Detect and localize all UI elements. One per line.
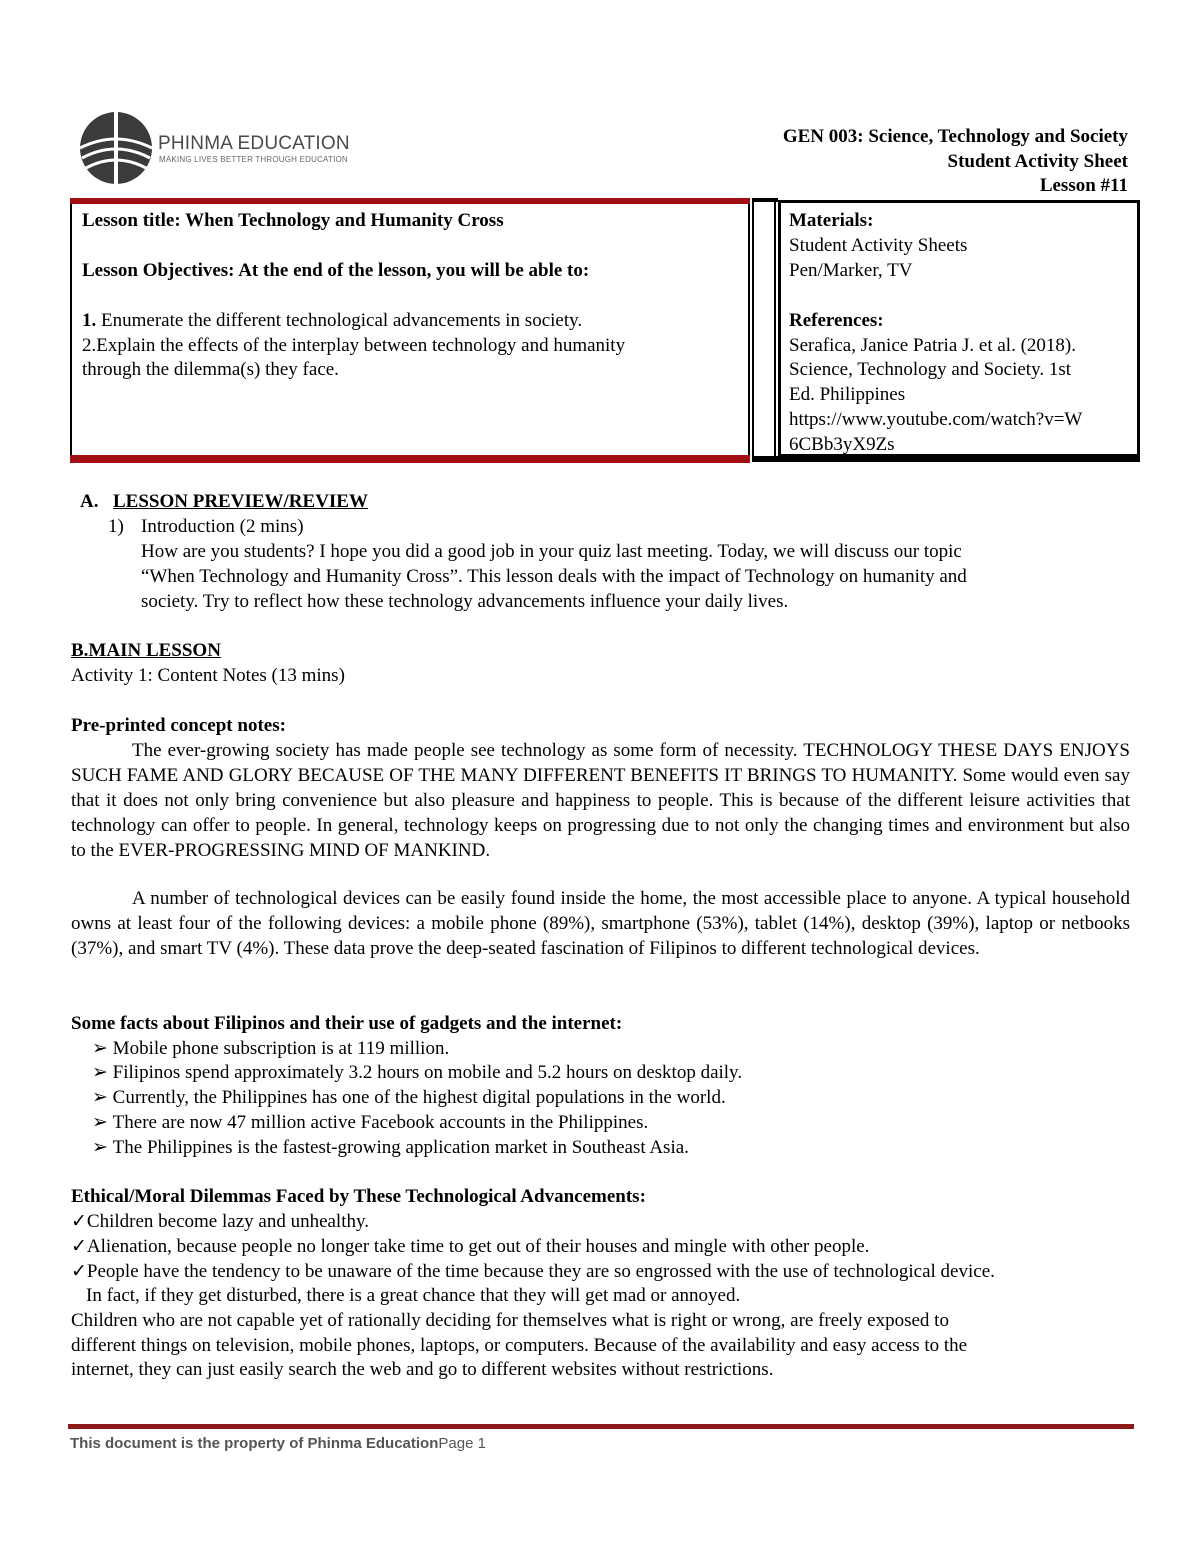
closing-line: Children who are not capable yet of rationally deciding for themselves what is right or wrong, are freely exposed to	[71, 1310, 949, 1331]
phinma-logo-mark	[76, 110, 158, 186]
arrow-bullet-icon: ➢	[92, 1112, 108, 1133]
section-b-heading: B.MAIN LESSON	[71, 640, 221, 661]
section-a-letter: A.	[80, 491, 99, 512]
fact-item	[92, 1135, 689, 1160]
section-a-heading: LESSON PREVIEW/REVIEW	[113, 491, 368, 512]
closing-line: internet, they can just easily search the web and go to different websites without restrictions.	[71, 1359, 774, 1380]
logo-tagline: MAKING LIVES BETTER THROUGH EDUCATION	[159, 155, 348, 164]
fact-text: Mobile phone subscription is at 119 million.	[112, 1038, 450, 1059]
fact-item	[92, 1085, 726, 1110]
fact-text: There are now 47 million active Facebook accounts in the Philippines.	[112, 1112, 649, 1133]
objectives-heading: Lesson Objectives: At the end of the lesson, you will be able to:	[82, 260, 590, 281]
logo-name: PHINMA EDUCATION	[158, 133, 350, 154]
objective-1	[82, 308, 582, 333]
reference-link-cont[interactable]: 6CBb3yX9Zs	[789, 434, 895, 455]
footer	[70, 1435, 486, 1452]
intro-number: 1)	[108, 516, 124, 537]
intro-line: “When Technology and Humanity Cross”. This lesson deals with the impact of Technology on humanity and	[141, 566, 967, 587]
footer-rule	[68, 1424, 1134, 1429]
check-icon: ✓	[71, 1261, 87, 1282]
page-number: Page 1	[438, 1435, 486, 1452]
lesson-box-top-rule	[70, 198, 750, 204]
separator-bottom	[752, 456, 778, 462]
lesson-box-bottom-rule	[70, 455, 750, 463]
dilemma-item	[71, 1234, 869, 1259]
closing-line: different things on television, mobile phones, laptops, or computers. Because of the availability and easy access to the	[71, 1335, 968, 1356]
dilemmas-heading: Ethical/Moral Dilemmas Faced by These Technological Advancements:	[71, 1186, 646, 1207]
fact-text: Currently, the Philippines has one of the highest digital populations in the world.	[112, 1087, 726, 1108]
fact-item	[92, 1060, 742, 1085]
box-separator	[752, 198, 776, 460]
objective-2-line-1: 2.Explain the effects of the interplay between technology and humanity	[82, 335, 626, 356]
arrow-bullet-icon: ➢	[92, 1038, 108, 1059]
dilemma-text: Children become lazy and unhealthy.	[86, 1211, 370, 1232]
activity-title: Activity 1: Content Notes (13 mins)	[71, 665, 345, 686]
sheet-title: Student Activity Sheet	[947, 151, 1128, 172]
material-item: Student Activity Sheets	[789, 235, 968, 256]
lesson-title: Lesson title: When Technology and Humanity Cross	[82, 210, 504, 231]
material-item: Pen/Marker, TV	[789, 260, 913, 281]
objective-1-text: Enumerate the different technological advancements in society.	[96, 310, 583, 331]
check-icon: ✓	[71, 1236, 87, 1257]
footer-text: This document is the property of Phinma Education	[70, 1435, 439, 1452]
intro-line: society. Try to reflect how these technology advancements influence your daily lives.	[141, 591, 789, 612]
materials-heading: Materials:	[789, 210, 874, 231]
dilemma-item	[71, 1209, 369, 1234]
concept-paragraph-1: The ever-growing society has made people see technology as some form of necessity. TECHNOLOGY THESE DAYS ENJOYS SUCH FAME AND GLORY BECAUSE OF THE MANY DIFFERENT BENEFITS IT BRINGS TO HUMANITY. Some would even say that it does not only bring convenience but also pleasure and happiness to people. This is because of the different leisure activities that technology can offer to people. In general, technology keeps on progressing due to not only the changing times and environment but also to the EVER-PROGRESSING MIND OF MANKIND.	[71, 740, 1130, 861]
fact-text: The Philippines is the fastest-growing application market in Southeast Asia.	[112, 1137, 689, 1158]
arrow-bullet-icon: ➢	[92, 1137, 108, 1158]
facts-heading: Some facts about Filipinos and their use of gadgets and the internet:	[71, 1013, 623, 1034]
dilemma-item	[71, 1259, 995, 1284]
objective-2-line-2: through the dilemma(s) they face.	[82, 359, 339, 380]
notes-heading: Pre-printed concept notes:	[71, 715, 286, 736]
fact-item	[92, 1036, 449, 1061]
arrow-bullet-icon: ➢	[92, 1087, 108, 1108]
fact-text: Filipinos spend approximately 3.2 hours on mobile and 5.2 hours on desktop daily.	[112, 1062, 743, 1083]
dilemma-text: People have the tendency to be unaware of the time because they are so engrossed with the use of technological device.	[86, 1261, 995, 1282]
course-title: GEN 003: Science, Technology and Society	[782, 126, 1128, 147]
intro-title: Introduction (2 mins)	[141, 516, 304, 537]
lesson-number: Lesson #11	[1039, 175, 1128, 196]
dilemma-text: Alienation, because people no longer take time to get out of their houses and mingle with other people.	[86, 1236, 870, 1257]
references-heading: References:	[789, 310, 884, 331]
objective-1-number: 1.	[82, 310, 97, 331]
concept-paragraph-2: A number of technological devices can be easily found inside the home, the most accessible place to anyone. A typical household owns at least four of the following devices: a mobile phone (89%), smartphone (53%), tablet (14%), desktop (39%), laptop or netbooks (37%), and smart TV (4%). These data prove the deep-seated fascination of Filipinos to different technological devices.	[71, 888, 1130, 959]
intro-line: How are you students? I hope you did a good job in your quiz last meeting. Today, we will discuss our topic	[141, 541, 962, 562]
fact-item	[92, 1110, 648, 1135]
reference-link[interactable]: https://www.youtube.com/watch?v=W	[789, 409, 1083, 430]
separator-top	[752, 198, 778, 202]
arrow-bullet-icon: ➢	[92, 1062, 108, 1083]
reference-line: Ed. Philippines	[789, 384, 906, 405]
reference-line: Serafica, Janice Patria J. et al. (2018).	[789, 335, 1076, 356]
check-icon: ✓	[71, 1211, 87, 1232]
dilemma-continuation: In fact, if they get disturbed, there is a great chance that they will get mad or annoyed.	[86, 1285, 741, 1306]
reference-line: Science, Technology and Society. 1st	[789, 359, 1072, 380]
